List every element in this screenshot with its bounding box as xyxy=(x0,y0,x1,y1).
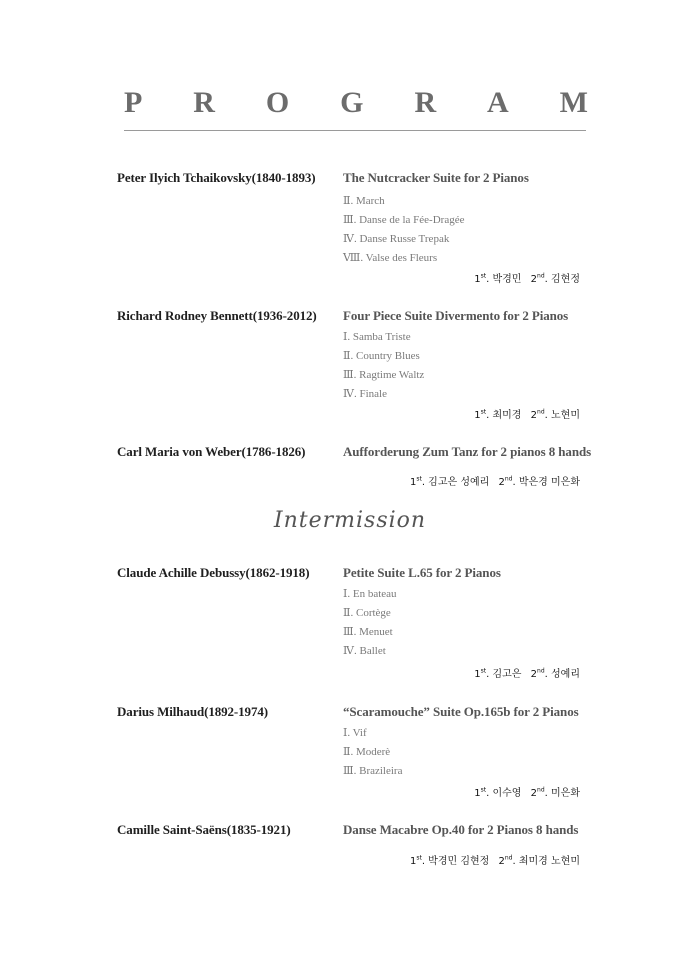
movement: Ⅳ. Ballet xyxy=(343,645,386,657)
title-letter: M xyxy=(559,86,588,119)
title-letter: P xyxy=(124,86,143,119)
movement: Ⅷ. Valse des Fleurs xyxy=(343,252,438,264)
first-piano-performer: 최미경 xyxy=(492,410,522,421)
program-title xyxy=(124,86,588,120)
movement: Ⅱ. Cortège xyxy=(343,607,391,619)
composer-name: Peter Ilyich Tchaikovsky(1840-1893) xyxy=(117,170,316,185)
performers: 1st. 김고은 성예리 2nd. 박은경 미은화 xyxy=(409,475,580,488)
first-piano-performer: 김고은 성예리 xyxy=(428,477,490,488)
movement: Ⅱ. Country Blues xyxy=(343,350,420,362)
first-piano-label: 1st xyxy=(474,272,487,285)
second-piano-label: 2nd xyxy=(530,667,545,680)
first-piano-label: 1st xyxy=(409,475,422,488)
work-title: “Scaramouche” Suite Op.165b for 2 Pianos xyxy=(343,704,579,719)
movement: Ⅰ. Samba Triste xyxy=(343,331,411,343)
performers: 1st. 김고은 2nd. 성예리 xyxy=(474,667,580,680)
performers: 1st. 최미경 2nd. 노현미 xyxy=(474,408,580,421)
first-piano-label: 1st xyxy=(409,854,422,867)
title-letter: R xyxy=(193,86,215,119)
first-piano-label: 1st xyxy=(474,786,487,799)
composer-name: Carl Maria von Weber(1786-1826) xyxy=(117,444,306,459)
second-piano-performer: 노현미 xyxy=(551,410,580,421)
title-letter: O xyxy=(265,86,290,119)
first-piano-performer: 김고은 xyxy=(492,669,522,680)
movement: Ⅲ. Brazileira xyxy=(343,765,403,777)
movement: Ⅰ. En bateau xyxy=(343,588,397,600)
second-piano-performer: 김현정 xyxy=(551,274,580,285)
movement: Ⅳ. Danse Russe Trepak xyxy=(343,233,450,245)
second-piano-performer: 박은경 미은화 xyxy=(518,477,580,488)
title-letter: G xyxy=(340,86,364,119)
work-title: Four Piece Suite Divermento for 2 Pianos xyxy=(343,308,569,323)
movement: Ⅱ. Moderè xyxy=(343,746,391,758)
first-piano-performer: 박경민 김현정 xyxy=(428,856,490,867)
work-title: Petite Suite L.65 for 2 Pianos xyxy=(343,565,501,580)
first-piano-performer: 박경민 xyxy=(492,274,522,285)
performers: 1st. 박경민 2nd. 김현정 xyxy=(474,272,580,285)
second-piano-performer: 성예리 xyxy=(551,669,580,680)
movement: Ⅲ. Ragtime Waltz xyxy=(343,369,425,381)
title-letter: A xyxy=(487,86,509,119)
work-title: The Nutcracker Suite for 2 Pianos xyxy=(343,170,529,185)
performers: 1st. 박경민 김현정 2nd. 최미경 노현미 xyxy=(409,854,580,867)
title-divider xyxy=(124,130,586,131)
work-title: Aufforderung Zum Tanz for 2 pianos 8 hands xyxy=(343,444,592,459)
first-piano-performer: 이수영 xyxy=(492,788,522,799)
performers: 1st. 이수영 2nd. 미은화 xyxy=(474,786,580,799)
second-piano-label: 2nd xyxy=(498,854,513,867)
composer-name: Claude Achille Debussy(1862-1918) xyxy=(117,565,310,580)
work-title: Danse Macabre Op.40 for 2 Pianos 8 hands xyxy=(343,822,579,837)
first-piano-label: 1st xyxy=(474,667,487,680)
second-piano-label: 2nd xyxy=(530,272,545,285)
title-letter: R xyxy=(414,86,437,119)
second-piano-performer: 최미경 노현미 xyxy=(518,856,580,867)
movement: Ⅱ. March xyxy=(343,195,385,207)
movement: Ⅳ. Finale xyxy=(343,388,387,400)
movement: Ⅲ. Menuet xyxy=(343,626,393,638)
composer-name: Camille Saint-Saëns(1835-1921) xyxy=(117,822,291,837)
first-piano-label: 1st xyxy=(474,408,487,421)
composer-name: Darius Milhaud(1892-1974) xyxy=(117,704,268,719)
second-piano-performer: 미은화 xyxy=(551,788,580,799)
movement: Ⅲ. Danse de la Fée-Dragée xyxy=(343,214,465,226)
second-piano-label: 2nd xyxy=(498,475,513,488)
intermission-heading: Intermission xyxy=(273,508,427,533)
second-piano-label: 2nd xyxy=(530,408,545,421)
movement: Ⅰ. Vif xyxy=(343,727,367,739)
composer-name: Richard Rodney Bennett(1936-2012) xyxy=(117,308,317,323)
second-piano-label: 2nd xyxy=(530,786,545,799)
